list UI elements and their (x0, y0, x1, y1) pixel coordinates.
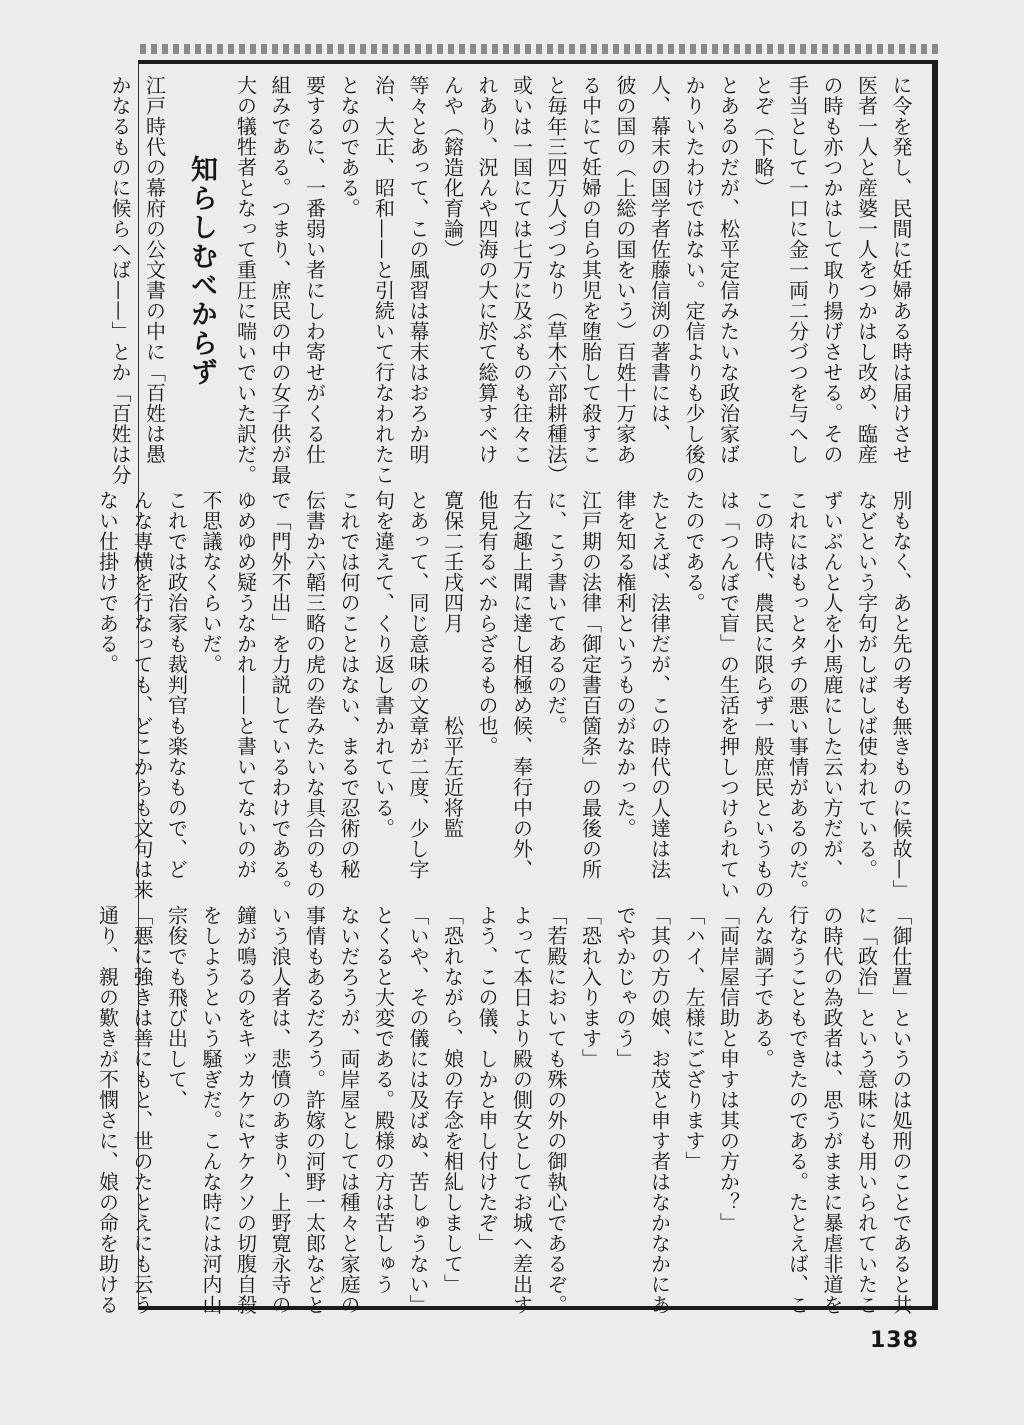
text-column: 「いや、その儀には及ばぬ、苦しゅうない」 (406, 905, 430, 1315)
text-column: 右之趣上聞に達し相極め候、奉行中の外、 (509, 490, 534, 880)
text-column: たとえば、法律だが、この時代の人達は法 (647, 490, 672, 880)
text-column: 他見有るべからざるもの也。 (475, 490, 499, 757)
text-column: 句を違えて、くり返し書かれている。 (371, 490, 396, 839)
text-column: れあり、況んや四海の大に於て総算すべけ (475, 75, 499, 465)
text-column: とくると大変である。殿様の方は苦しゅう (371, 905, 396, 1295)
vertical-text-columns (108, 75, 918, 485)
text-column: かなるものに候らへば——」とか「百姓は分 (108, 75, 132, 485)
text-column: いう浪人者は、悲憤のあまり、上野寛永寺の (268, 905, 292, 1315)
text-column: に「政治」という意味にも用いられていたこ (854, 905, 879, 1315)
text-column: たのである。 (682, 490, 706, 613)
text-column: 江戸時代の幕府の公文書の中に「百姓は愚 (142, 75, 167, 465)
text-column: 行なうこともできたのである。たとえば、こ (785, 905, 810, 1315)
text-column: などという字句がしばしば使われている。 (854, 490, 879, 880)
text-column: の時も亦つかはして取り揚げさせる。その (820, 75, 844, 465)
text-column: 江戸期の法律「御定書百箇条」の最後の所 (578, 490, 603, 880)
text-column: 要するに、一番弱い者にしわ寄せがくる仕 (302, 75, 327, 465)
vertical-text-columns (95, 490, 918, 900)
text-column: んや（鎔造化育論） (440, 75, 465, 260)
text-column: 手当として一口に金一両二分づつを与へし (785, 75, 810, 465)
text-column: 大の犠牲者となって重圧に喘いでいた訳だ。 (233, 75, 258, 485)
text-column: んな専横を行なっても、どこからも文句は来 (130, 490, 154, 900)
text-column: かりいたわけではない。定信よりも少し後の (682, 75, 706, 485)
text-column: 「其の方の娘、お茂と申す者はなかなかにあ (647, 905, 672, 1315)
text-column: 人、幕末の国学者佐藤信渕の著書には、 (647, 75, 672, 444)
text-column: 不思議なくらいだ。 (199, 490, 223, 675)
text-column: これでは何のことはない、まるで忍術の秘 (337, 490, 361, 880)
text-column: 伝書か六韜三略の虎の巻みたいな具合のもの (302, 490, 327, 900)
text-column: に令を発し、民間に妊婦ある時は届けさせ (889, 75, 913, 465)
text-column: 事情もあるだろう。許嫁の河野一太郎などと (302, 905, 327, 1315)
text-column: でやかじゃのう」 (613, 905, 637, 1069)
text-column: 「若殿においても殊の外の御執心であるぞ。 (544, 905, 568, 1315)
text-column: これにはもっとタチの悪い事情があるのだ。 (785, 490, 810, 900)
text-column: 「御仕置」というのは処刑のことであると共 (889, 905, 913, 1315)
text-column: よう、この儀、しかと申し付けたぞ」 (475, 905, 499, 1254)
text-column: とあって、同じ意味の文章が二度、少し字 (406, 490, 430, 880)
text-column: 「恐れ入ります」 (578, 905, 603, 1069)
text-column: 治、大正、昭和——と引続いて行なわれたこ (371, 75, 396, 485)
text-column: ずいぶんと人を小馬鹿にした云い方だが、 (820, 490, 844, 880)
text-column: 組みである。つまり、庶民の中の女子供が最 (268, 75, 292, 485)
text-column: 宗俊でも飛び出して、 (164, 905, 189, 1110)
top-decorative-rule (140, 44, 940, 54)
text-band-upper (108, 75, 918, 485)
text-band-lower (95, 905, 918, 1315)
text-band-middle (95, 490, 918, 900)
text-column: で「門外不出」を力説しているわけである。 (268, 490, 292, 900)
text-column: 或いは一国にては七万に及ぶものも往々こ (509, 75, 534, 465)
text-column: 医者一人と産婆一人をつかはし改め、臨産 (854, 75, 879, 465)
text-column: ない仕掛けである。 (95, 490, 120, 675)
text-column: る中にて妊婦の自ら其児を堕胎して殺すこ (578, 75, 603, 465)
text-column: 「ハイ、左様にござります」 (682, 905, 706, 1172)
text-column: ゆめゆめ疑うなかれ——と書いてないのが (233, 490, 258, 880)
text-column: よって本日より殿の側女としてお城へ差出す (509, 905, 534, 1315)
section-heading: 知らしむべからず (186, 155, 217, 387)
text-column: んな調子である。 (751, 905, 775, 1069)
vertical-text-columns (95, 905, 918, 1315)
text-column: 律を知る権利というものがなかった。 (613, 490, 637, 839)
text-column: 「両岸屋信助と申すは其の方か？」 (716, 905, 741, 1233)
text-column: 「悪に強きは善にもと、世のたとえにも云う (130, 905, 154, 1315)
text-column: この時代、農民に限らず一般庶民というもの (751, 490, 775, 900)
text-column: 寛保二壬戌四月 松平左近将監 (440, 490, 465, 839)
text-column: に、こう書いてあるのだ。 (544, 490, 568, 736)
page-number: 138 (870, 1328, 919, 1353)
text-column: をしようという騒ぎだ。こんな時には河内山 (199, 905, 223, 1315)
text-column: ないだろうが、両岸屋としては種々と家庭の (337, 905, 361, 1315)
text-column: は「つんぼで盲」の生活を押しつけられてい (716, 490, 741, 900)
text-column: と毎年三四万人づつなり（草木六部耕種法） (544, 75, 568, 485)
text-column: 彼の国の（上総の国をいう）百姓十万家あ (613, 75, 637, 465)
text-column: 鐘が鳴るのをキッカケにヤケクソの切腹自殺 (233, 905, 258, 1315)
text-column: の時代の為政者は、思うがままに暴虐非道を (820, 905, 844, 1315)
text-column: 通り、親の歎きが不憫さに、娘の命を助ける (95, 905, 120, 1315)
text-column: となのである。 (337, 75, 361, 219)
text-column: これでは政治家も裁判官も楽なもので、ど (164, 490, 189, 880)
text-column: とぞ（下略） (751, 75, 775, 198)
text-column: 別もなく、あと先の考も無きものに候故—」 (889, 490, 913, 900)
text-column: とあるのだが、松平定信みたいな政治家ば (716, 75, 741, 465)
text-column: 「恐れながら、娘の存念を相糺しまして」 (440, 905, 465, 1295)
text-column: 等々とあって、この風習は幕末はおろか明 (406, 75, 430, 465)
